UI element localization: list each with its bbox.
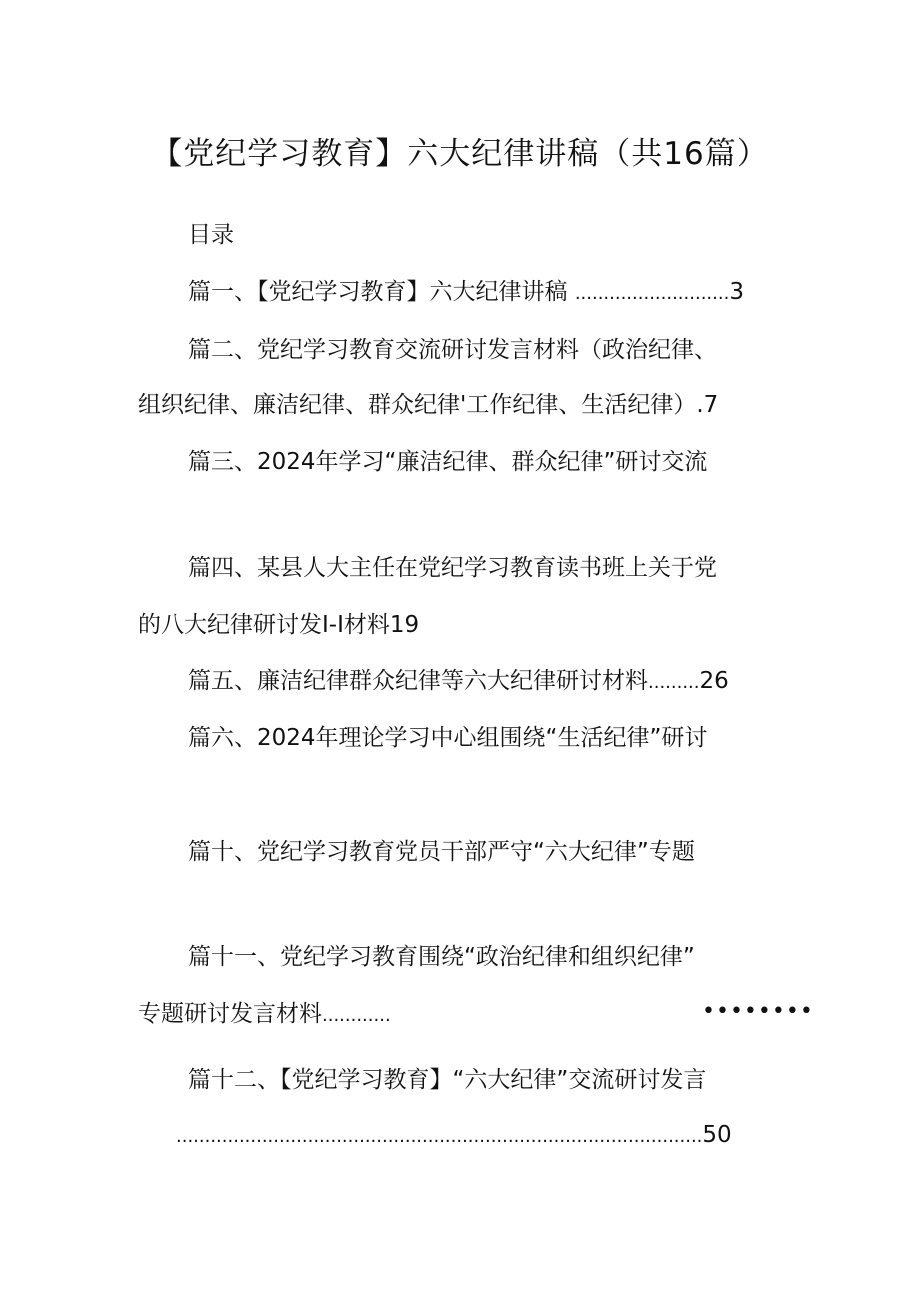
toc-entry-text: 专题研讨发言材料 [138, 1001, 322, 1027]
toc-entry-5 [188, 665, 729, 699]
toc-entry-12-line-2 [176, 1119, 732, 1153]
toc-leader: ............................................................................................ [176, 1126, 703, 1147]
toc-leader: ............ [322, 1005, 391, 1026]
toc-page-number: 26 [699, 668, 729, 694]
toc-entry-text: 篇一、【党纪学习教育】六大纪律讲稿 [188, 279, 575, 305]
toc-entry-text: 篇五、廉洁纪律群众纪律等六大纪律研讨材料 [188, 668, 648, 694]
toc-bullet-leader: •••••••• [702, 999, 814, 1024]
toc-heading: 目录 [188, 222, 234, 248]
toc-entry-11-line-2 [138, 998, 391, 1032]
toc-page-number: 50 [702, 1122, 732, 1148]
toc-entry-1 [188, 276, 744, 310]
toc-entry-12-line-1: 篇十二、【党纪学习教育】“六大纪律”交流研讨发言 [188, 1067, 707, 1093]
toc-leader: ......... [648, 672, 700, 693]
toc-leader: ........................... [574, 283, 730, 304]
toc-page-number: 3 [729, 279, 744, 305]
toc-entry-11-line-1: 篇十一、党纪学习教育围绕“政治纪律和组织纪律” [188, 944, 695, 970]
toc-entry-2-line-1: 篇二、党纪学习教育交流研讨发言材料（政治纪律、 [188, 337, 717, 363]
toc-entry-2-line-2: 组织纪律、廉洁纪律、群众纪律'工作纪律、生活纪律）.7 [138, 392, 719, 418]
toc-entry-6: 篇六、2024年理论学习中心组围绕“生活纪律”研讨 [188, 725, 708, 751]
toc-entry-4-line-2: 的八大纪律研讨发I-I材料19 [138, 612, 420, 638]
toc-entry-4-line-1: 篇四、某县人大主任在党纪学习教育读书班上关于党 [188, 555, 717, 581]
toc-entry-10: 篇十、党纪学习教育党员干部严守“六大纪律”专题 [188, 839, 695, 865]
document-title: 【党纪学习教育】六大纪律讲稿（共16篇） [151, 136, 769, 172]
toc-entry-3: 篇三、2024年学习“廉洁纪律、群众纪律”研讨交流 [188, 449, 708, 475]
